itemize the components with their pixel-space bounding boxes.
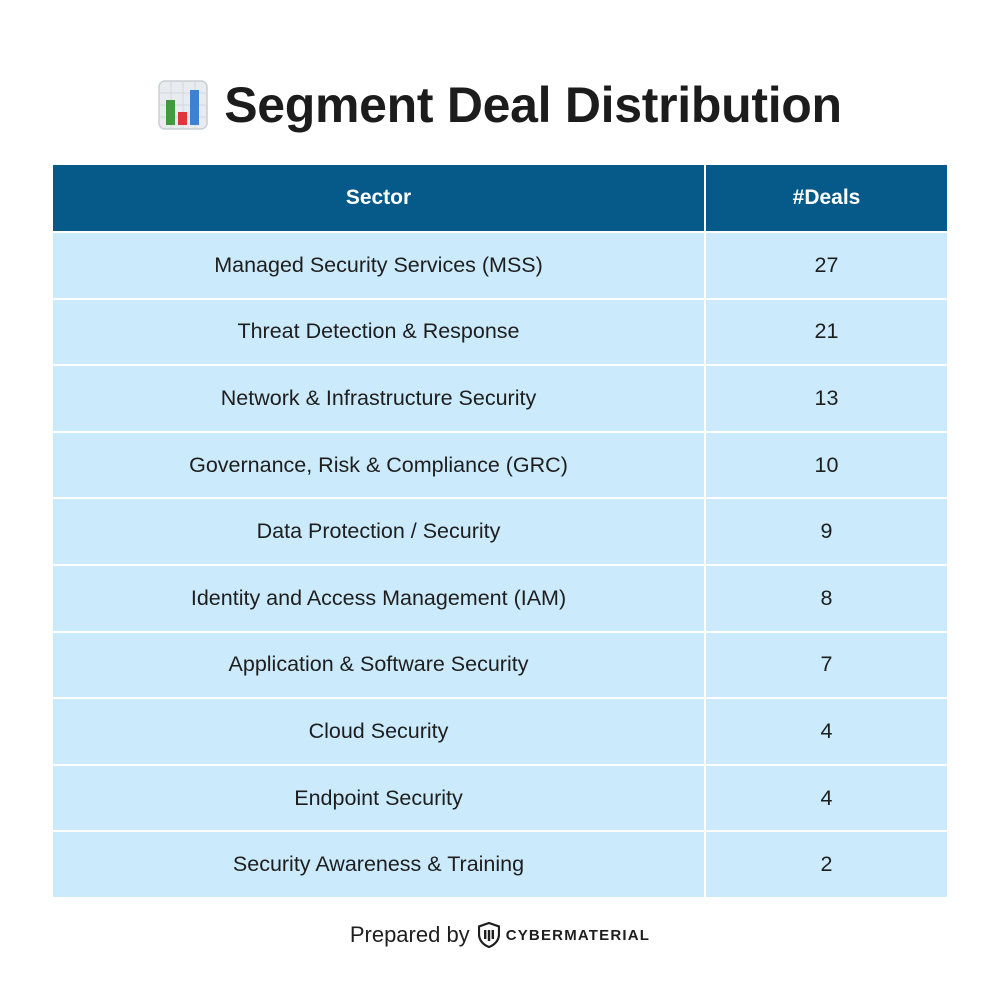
sector-cell: Governance, Risk & Compliance (GRC): [53, 432, 705, 499]
table-row: [53, 831, 947, 897]
shield-logo-icon: [478, 922, 500, 948]
sector-cell: Threat Detection & Response: [53, 299, 705, 366]
table-row: [53, 299, 947, 366]
deals-cell: 8: [705, 565, 947, 632]
table-row: [53, 698, 947, 765]
column-header-sector: Sector: [53, 165, 705, 232]
deals-cell: 4: [705, 698, 947, 765]
page-title: [0, 70, 1000, 140]
sector-cell: Data Protection / Security: [53, 498, 705, 565]
deals-cell: 27: [705, 232, 947, 299]
deals-cell: 21: [705, 299, 947, 366]
column-header-deals: #Deals: [705, 165, 947, 232]
prepared-by-label: Prepared by: [349, 922, 470, 947]
sector-cell: Managed Security Services (MSS): [53, 232, 705, 299]
table-header-row: [53, 165, 947, 232]
deals-cell: 4: [705, 765, 947, 832]
deals-table: [53, 165, 947, 897]
brand-name: CYBERMATERIAL: [505, 926, 651, 944]
table-row: [53, 432, 947, 499]
deals-cell: 13: [705, 365, 947, 432]
deals-cell: 7: [705, 632, 947, 699]
table-row: [53, 498, 947, 565]
sector-cell: Network & Infrastructure Security: [53, 365, 705, 432]
bar-chart-emoji-icon: [158, 80, 208, 130]
sector-cell: Security Awareness & Training: [53, 831, 705, 897]
table-row: [53, 765, 947, 832]
footer: [0, 915, 1000, 955]
brand-logo: [478, 922, 650, 948]
table-row: [53, 632, 947, 699]
title-text: Segment Deal Distribution: [224, 77, 842, 133]
deals-cell: 2: [705, 831, 947, 897]
table-row: [53, 565, 947, 632]
deals-cell: 10: [705, 432, 947, 499]
sector-cell: Endpoint Security: [53, 765, 705, 832]
table-row: [53, 232, 947, 299]
table-row: [53, 365, 947, 432]
deals-cell: 9: [705, 498, 947, 565]
sector-cell: Cloud Security: [53, 698, 705, 765]
sector-cell: Application & Software Security: [53, 632, 705, 699]
sector-cell: Identity and Access Management (IAM): [53, 565, 705, 632]
